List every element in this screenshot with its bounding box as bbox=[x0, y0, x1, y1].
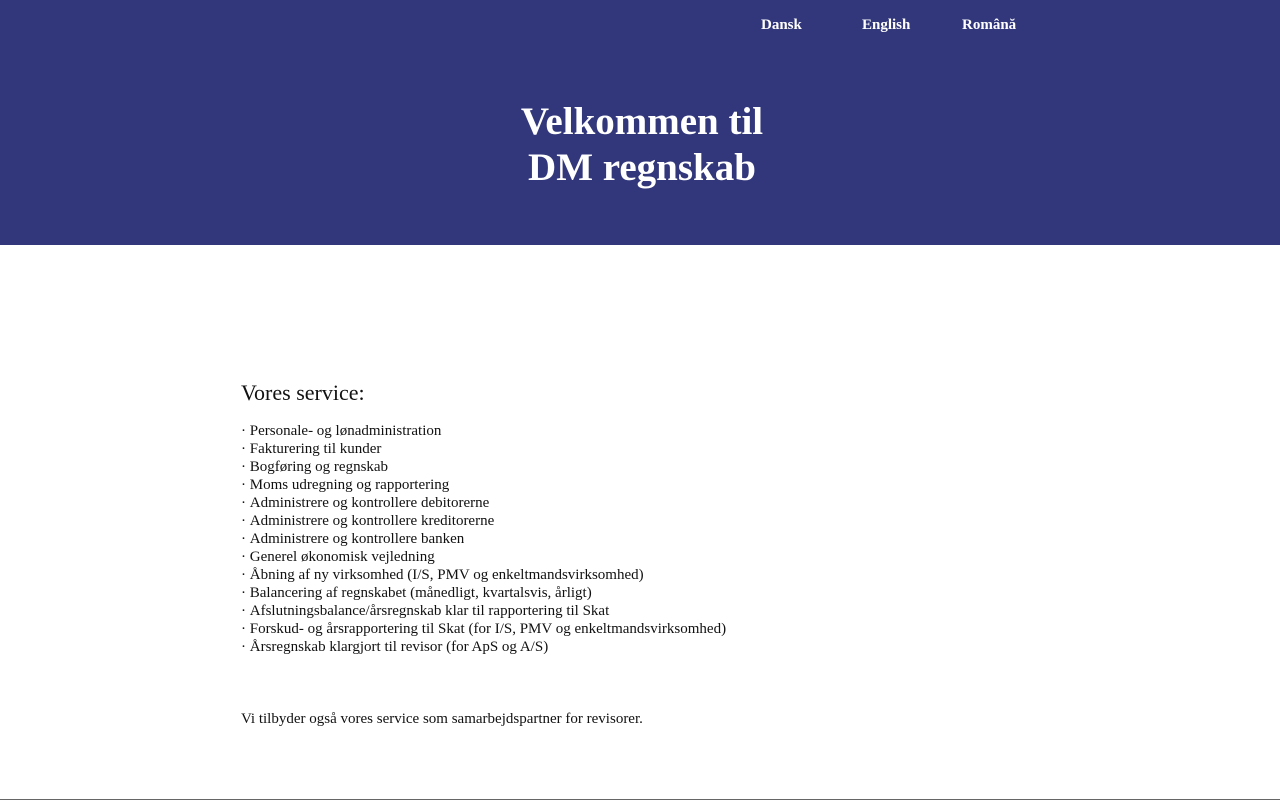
service-item: · Administrere og kontrollere debitorerne bbox=[241, 494, 1041, 512]
language-link-romana[interactable]: Română bbox=[962, 17, 1017, 33]
service-item: · Forskud- og årsrapportering til Skat (for I/S, PMV og enkeltmandsvirksomhed) bbox=[241, 620, 1041, 638]
service-item: · Moms udregning og rapportering bbox=[241, 476, 1041, 494]
service-item: · Bogføring og regnskab bbox=[241, 458, 1041, 476]
services-heading: Vores service: bbox=[241, 380, 365, 405]
language-link-dansk[interactable]: Dansk bbox=[761, 17, 802, 33]
page-title bbox=[0, 99, 1280, 191]
service-item: · Fakturering til kunder bbox=[241, 440, 1041, 458]
language-nav bbox=[0, 16, 1280, 36]
partner-note: Vi tilbyder også vores service som samarbejdspartner for revisorer. bbox=[241, 711, 643, 727]
service-item: · Administrere og kontrollere kreditorerne bbox=[241, 512, 1041, 530]
service-item: · Generel økonomisk vejledning bbox=[241, 548, 1041, 566]
site-header bbox=[0, 0, 1280, 245]
service-item: · Balancering af regnskabet (månedligt, kvartalsvis, årligt) bbox=[241, 584, 1041, 602]
service-item: · Personale- og lønadministration bbox=[241, 422, 1041, 440]
service-item: · Åbning af ny virksomhed (I/S, PMV og enkeltmandsvirksomhed) bbox=[241, 566, 1041, 584]
page-title-line-2: DM regnskab bbox=[528, 146, 756, 189]
service-item: · Årsregnskab klargjort til revisor (for ApS og A/S) bbox=[241, 638, 1041, 656]
language-link-english[interactable]: English bbox=[862, 17, 911, 33]
service-item: · Administrere og kontrollere banken bbox=[241, 530, 1041, 548]
page-title-line-1: Velkommen til bbox=[520, 100, 764, 143]
services-list bbox=[241, 422, 1041, 656]
service-item: · Afslutningsbalance/årsregnskab klar til rapportering til Skat bbox=[241, 602, 1041, 620]
main-content bbox=[241, 378, 1041, 656]
